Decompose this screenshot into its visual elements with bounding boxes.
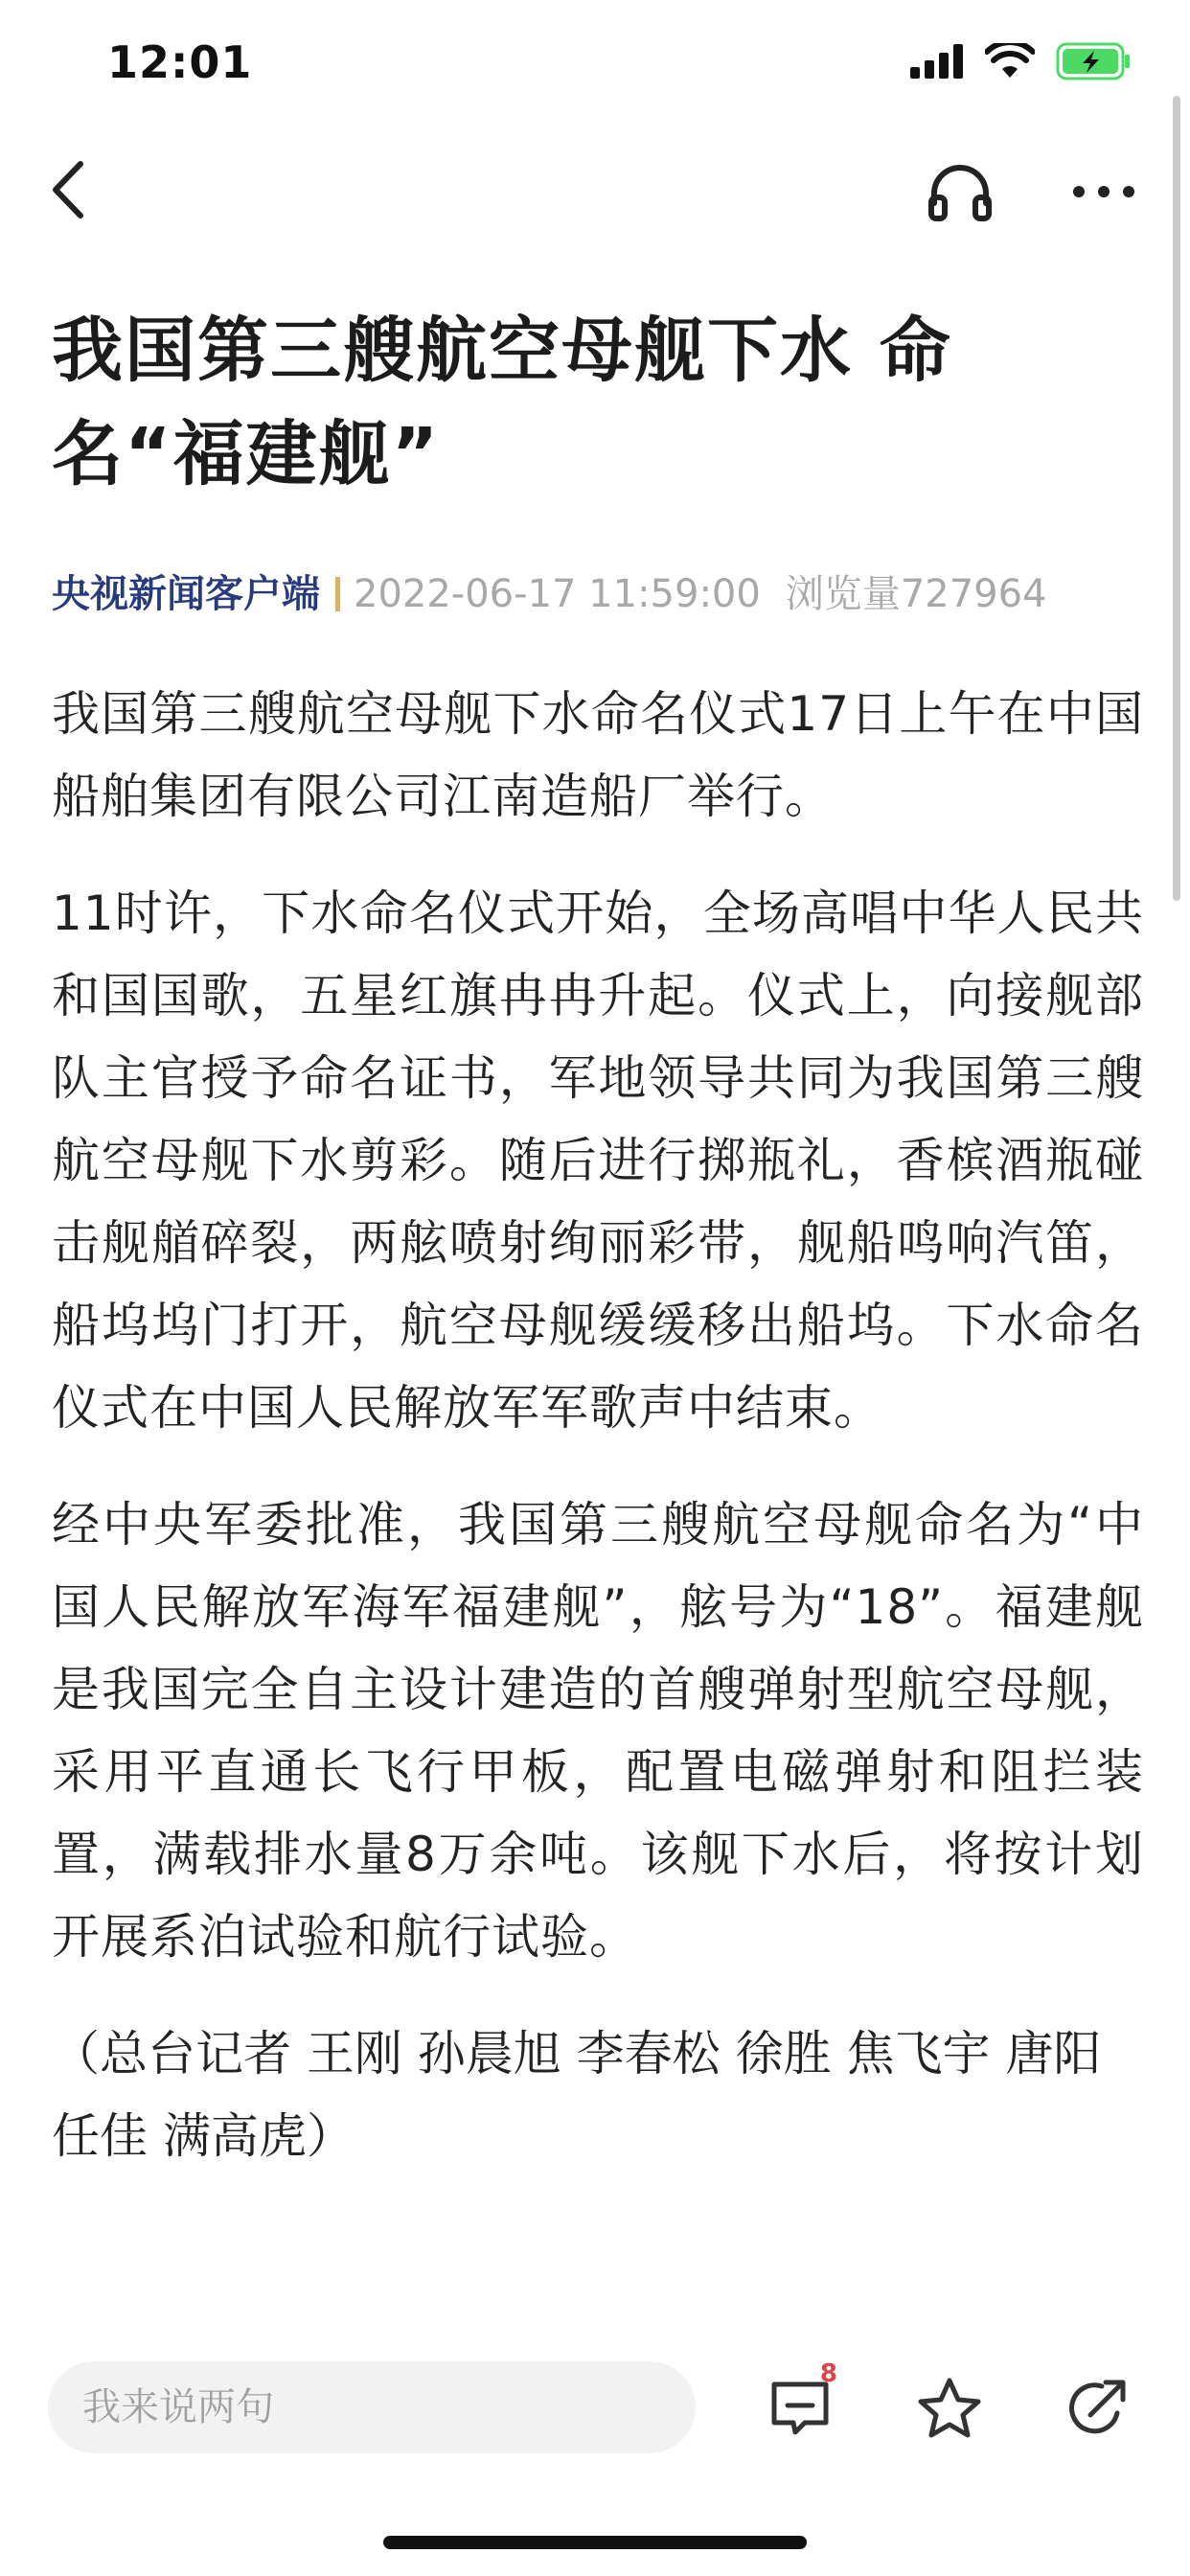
article-source[interactable]: 央视新闻客户端 [52,572,320,616]
share-button[interactable] [1054,2365,1140,2451]
article-paragraph: 11时许，下水命名仪式开始，全场高唱中华人民共和国国歌，五星红旗冉冉升起。仪式上，向接舰部队主官授予命名证书，军地领导共同为我国第三艘航空母舰下水剪彩。随后进行掷瓶礼，香槟酒瓶碰击舰艏碎裂，两舷喷射绚丽彩带，舰船鸣响汽笛，船坞坞门打开，航空母舰缓缓移出船坞。下水命名仪式在中国人民解放军军歌声中结束。 [52,886,1144,1436]
chevron-left-icon [46,158,88,221]
back-button[interactable] [29,151,105,228]
bottom-action-bar [0,2338,1190,2576]
home-indicator[interactable] [383,2536,807,2549]
more-button[interactable] [1064,151,1144,232]
article-datetime: 2022-06-17 11:59:00 [354,572,761,616]
favorite-button[interactable] [906,2365,993,2451]
more-dots-icon [1072,185,1135,198]
listen-button[interactable] [920,151,1000,232]
share-icon [1064,2375,1131,2442]
article-title: 我国第三艘航空母舰下水 命名“福建舰” [52,310,952,495]
article-paragraph: 经中央军委批准，我国第三艘航空母舰命名为“中国人民解放军海军福建舰”，舷号为“18”。福建舰是我国完全自主设计建造的首艘弹射型航空母舰，采用平直通长飞行甲板，配置电磁弹射和阻拦装置，满载排水量8万余吨。该舰下水后，将按计划开展系泊试验和航行试验。 [52,1497,1144,1965]
scrollbar[interactable] [1173,96,1180,901]
article-views: 浏览量727964 [785,572,1047,616]
article-meta [52,567,1144,621]
comments-button[interactable] [757,2359,843,2451]
headphones-icon [927,161,994,222]
article-paragraph: 我国第三艘航空母舰下水命名仪式17日上午在中国船舶集团有限公司江南造船厂举行。 [52,686,1144,824]
comment-count-badge: 8 [819,2359,837,2388]
article-credit: （总台记者 王刚 孙晨旭 李春松 徐胜 焦飞宇 唐阳 任佳 满高虎） [52,2026,1102,2164]
status-time: 12:01 [107,36,253,88]
article [52,299,1144,2177]
nav-bar [0,134,1190,249]
meta-divider [335,577,340,611]
star-icon [916,2376,983,2441]
comment-input[interactable] [48,2361,696,2453]
article-body [52,673,1144,2177]
